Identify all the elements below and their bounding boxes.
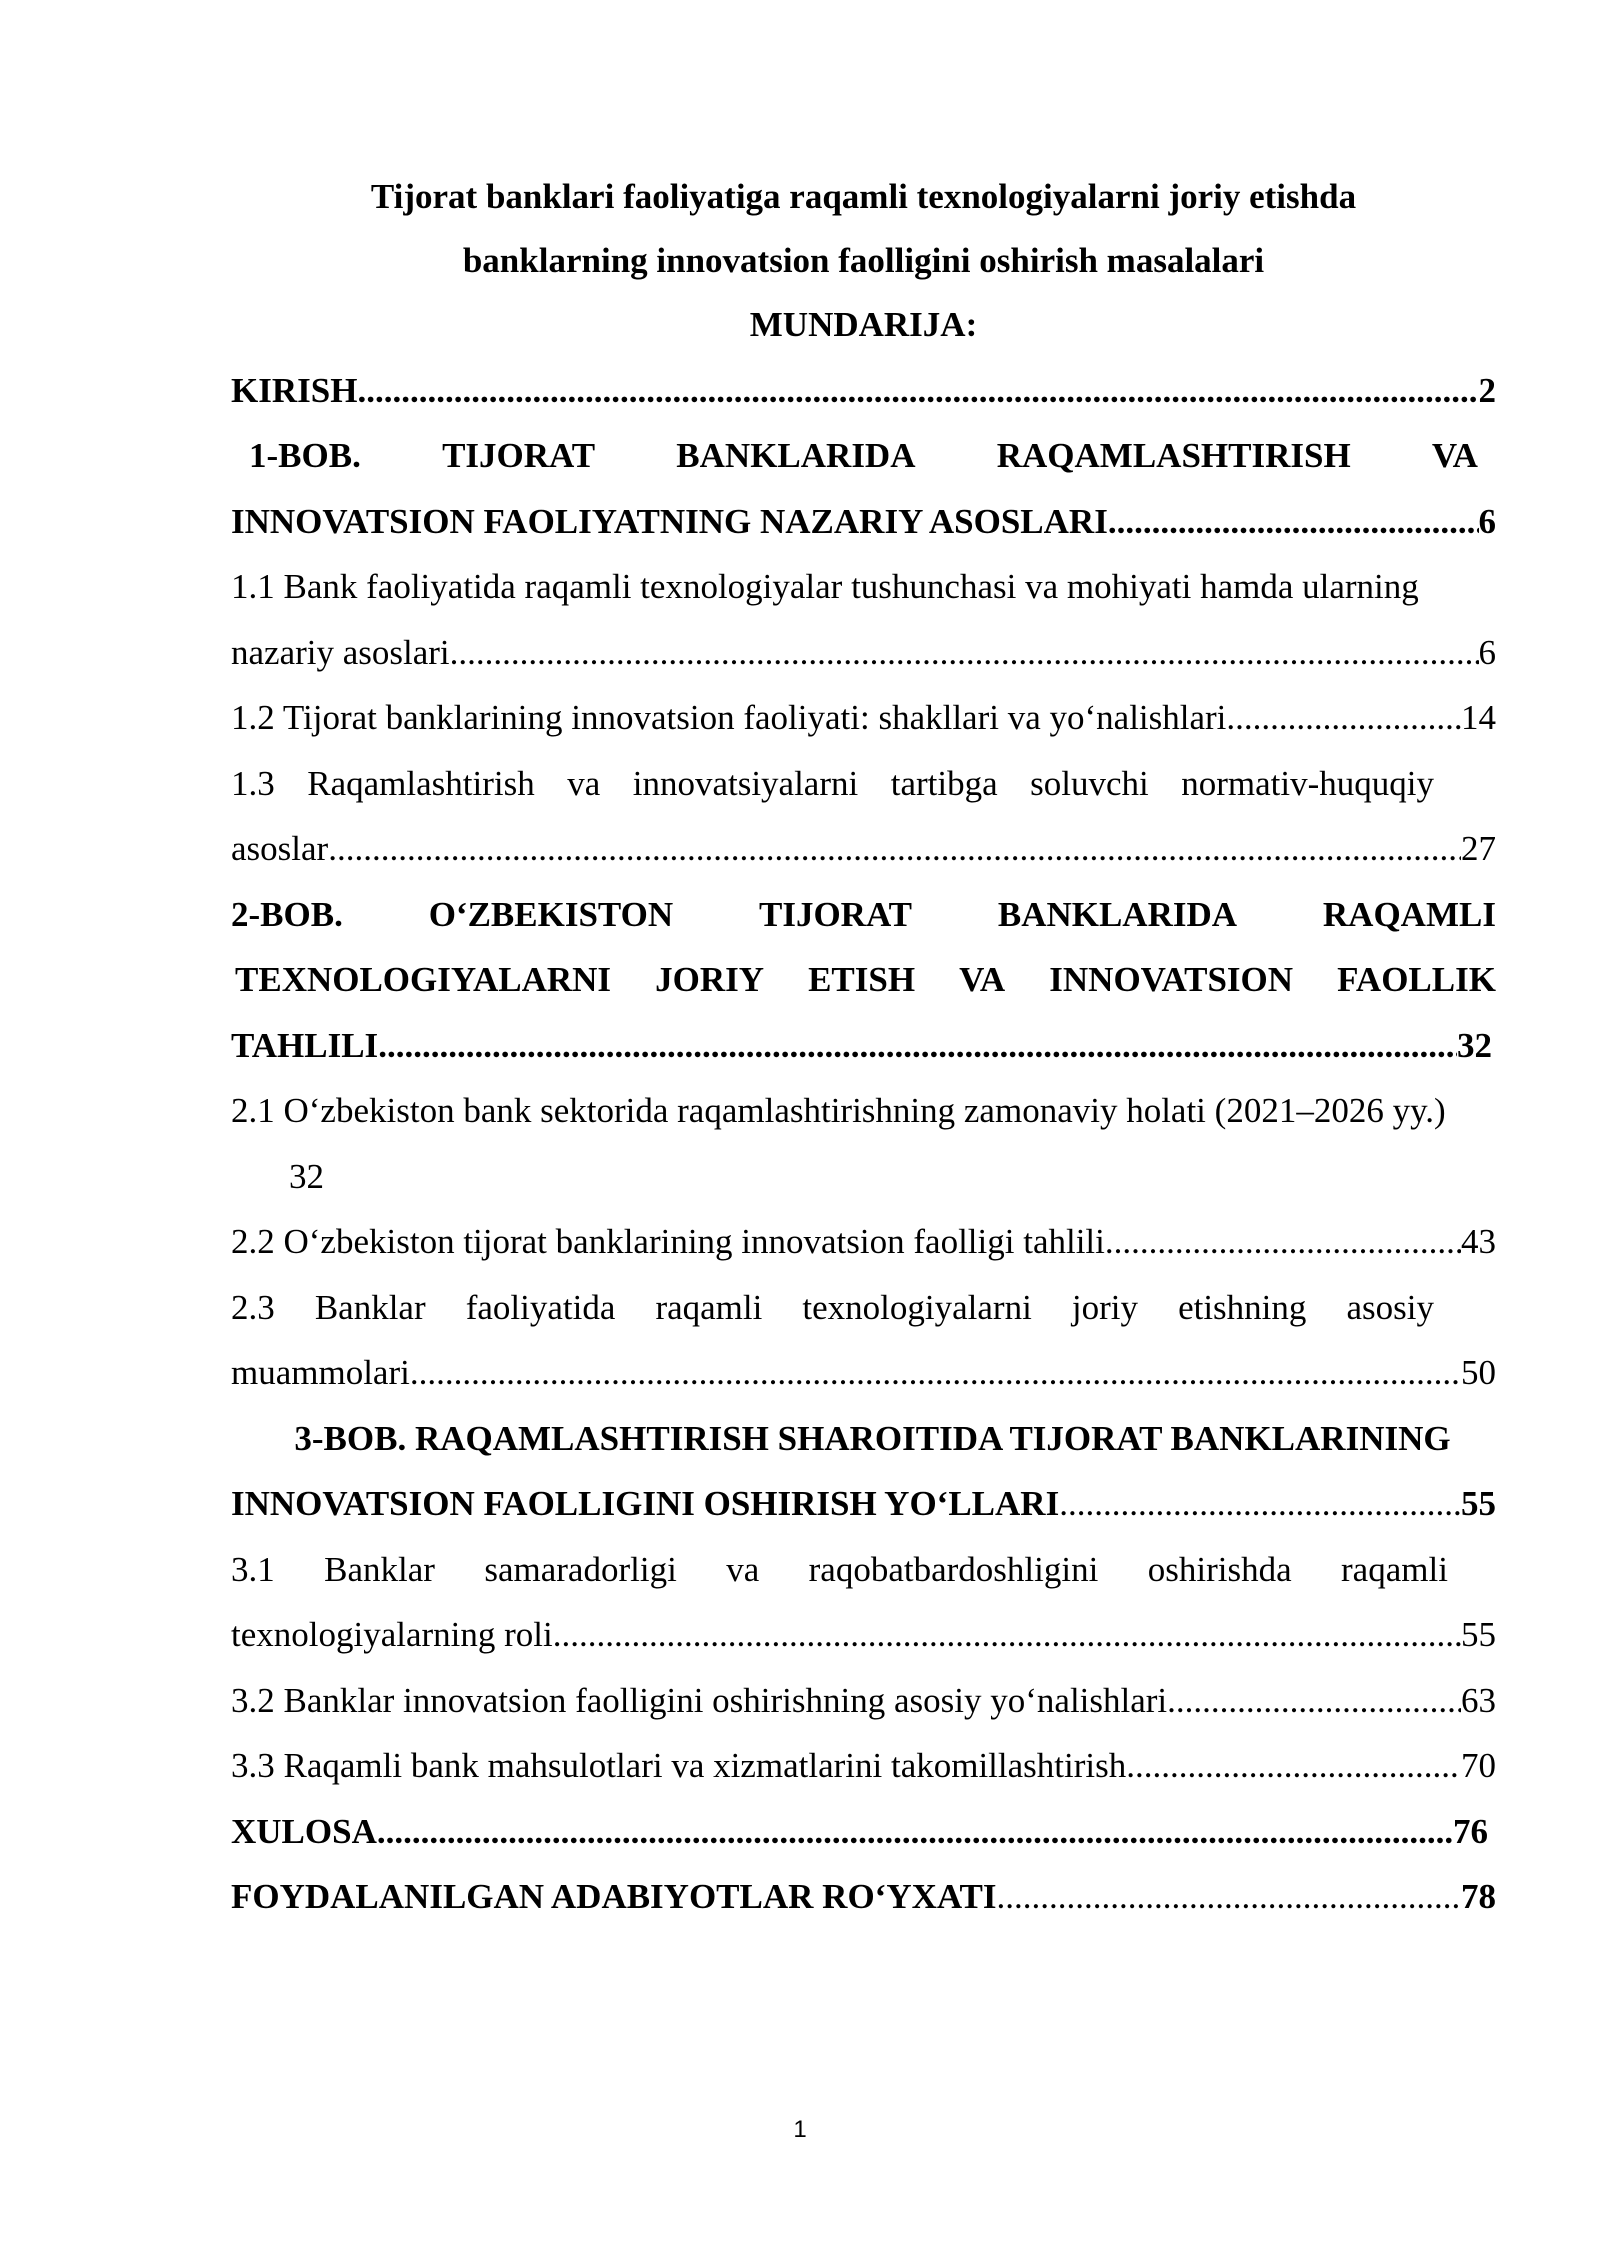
toc-word: texnologiyalarni bbox=[802, 1287, 1032, 1327]
toc-label: 2.2 O‘zbekiston tijorat banklarining innovatsion faolligi tahlili bbox=[231, 1222, 1105, 1261]
toc-word: 2-BOB. bbox=[231, 894, 343, 934]
toc-word: O‘ZBEKISTON bbox=[428, 894, 674, 934]
toc-word: 3.1 bbox=[231, 1549, 275, 1589]
toc-label: INNOVATSION FAOLIYATNING NAZARIY ASOSLARI bbox=[231, 501, 1108, 541]
toc-word: oshirishda bbox=[1147, 1549, 1292, 1589]
document-title-line-2: banklarning innovatsion faolligini oshirish masalalari bbox=[462, 241, 1265, 280]
toc-word: raqamli bbox=[655, 1287, 763, 1327]
toc-entry-references[interactable] bbox=[231, 1849, 1496, 1915]
toc-word: RAQAMLASHTIRISH bbox=[996, 436, 1351, 475]
toc-entry-2-2[interactable] bbox=[231, 1194, 1496, 1260]
toc-word: 1-BOB. bbox=[249, 436, 361, 475]
toc-entry-2-3-line-1[interactable] bbox=[231, 1259, 1496, 1325]
toc-word: faoliyatida bbox=[465, 1287, 616, 1327]
toc-entry-1-3-line-2[interactable] bbox=[231, 801, 1496, 867]
toc-entry-3-2[interactable] bbox=[231, 1652, 1496, 1718]
toc-entry-chapter-2-line-2[interactable] bbox=[231, 932, 1496, 998]
toc-page-number: 14 bbox=[1461, 698, 1496, 737]
toc-word: BANKLARIDA bbox=[676, 436, 916, 475]
document-title-line-1: Tijorat banklari faoliyatiga raqamli texnologiyalarni joriy etishda bbox=[370, 177, 1357, 216]
toc-label: XULOSA bbox=[231, 1811, 377, 1851]
toc-entry-chapter-2-line-3[interactable] bbox=[231, 997, 1496, 1063]
toc-word: normativ-huquqiy bbox=[1181, 763, 1434, 803]
toc-label: asoslar bbox=[231, 829, 329, 868]
toc-word: VA bbox=[1431, 436, 1478, 475]
toc-entry-2-1-line-1[interactable]: 2.1 O‘zbekiston bank sektorida raqamlashtirishning zamonaviy holati (2021–2026 yy.) bbox=[231, 1091, 1446, 1130]
toc-word: ETISH bbox=[808, 960, 916, 999]
toc-page-number: 63 bbox=[1461, 1680, 1496, 1720]
toc-leader-dots bbox=[1226, 700, 1461, 735]
toc-page-number: 2 bbox=[1478, 370, 1496, 410]
toc-word: Banklar bbox=[314, 1287, 426, 1327]
toc-word: va bbox=[726, 1549, 760, 1589]
toc-page-number: 78 bbox=[1461, 1877, 1496, 1916]
toc-word: raqamli bbox=[1341, 1549, 1448, 1589]
toc-entry-3-3[interactable] bbox=[231, 1718, 1496, 1784]
toc-word: 2.3 bbox=[231, 1287, 275, 1327]
toc-word: BANKLARIDA bbox=[997, 894, 1238, 934]
toc-word: TIJORAT bbox=[442, 436, 596, 475]
toc-label: FOYDALANILGAN ADABIYOTLAR RO‘YXATI bbox=[231, 1877, 997, 1916]
toc-label: 1.2 Tijorat banklarining innovatsion faoliyati: shakllari va yo‘nalishlari bbox=[231, 698, 1227, 737]
toc-word: TEXNOLOGIYALARNI bbox=[235, 960, 612, 999]
toc-entry-1-3-line-1[interactable] bbox=[231, 735, 1496, 801]
toc-leader-dots bbox=[1108, 504, 1479, 539]
toc-page-number: 32 bbox=[1457, 1025, 1492, 1065]
table-of-contents bbox=[231, 150, 1496, 1914]
toc-word: asosiy bbox=[1346, 1287, 1434, 1327]
toc-entry-1-2[interactable] bbox=[231, 670, 1496, 736]
toc-entry-1-1-line-2[interactable] bbox=[231, 604, 1496, 670]
toc-entry-chapter-3-line-2[interactable] bbox=[231, 1456, 1496, 1522]
toc-entry-kirish[interactable] bbox=[231, 342, 1496, 408]
toc-word: TIJORAT bbox=[758, 894, 912, 934]
toc-word: tartibga bbox=[890, 763, 998, 803]
toc-word: INNOVATSION bbox=[1049, 960, 1294, 999]
toc-word: etishning bbox=[1178, 1287, 1307, 1327]
toc-leader-dots bbox=[1059, 1486, 1461, 1521]
toc-label: nazariy asoslari bbox=[231, 632, 450, 672]
toc-word: soluvchi bbox=[1030, 763, 1149, 803]
toc-word: 1.3 bbox=[231, 763, 275, 803]
toc-entry-chapter-1-line-1[interactable] bbox=[231, 408, 1496, 474]
toc-label: INNOVATSION FAOLLIGINI OSHIRISH YO‘LLARI bbox=[231, 1484, 1060, 1523]
page-number: 1 bbox=[793, 2116, 807, 2143]
toc-leader-dots bbox=[410, 1355, 1461, 1390]
toc-leader-dots bbox=[553, 1617, 1461, 1652]
toc-leader-dots bbox=[1105, 1224, 1461, 1259]
toc-entry-chapter-2-line-1[interactable] bbox=[231, 866, 1496, 932]
toc-heading: MUNDARIJA: bbox=[749, 305, 978, 344]
toc-entry-3-1-line-2[interactable] bbox=[231, 1587, 1496, 1653]
toc-word: FAOLLIK bbox=[1337, 960, 1496, 999]
toc-label: TAHLILI bbox=[231, 1025, 379, 1065]
toc-word: VA bbox=[959, 960, 1006, 999]
toc-page-number: 70 bbox=[1461, 1746, 1496, 1785]
toc-word: va bbox=[567, 763, 601, 803]
toc-leader-dots bbox=[997, 1879, 1461, 1914]
toc-page-number: 6 bbox=[1478, 632, 1496, 672]
toc-leader-dots bbox=[328, 831, 1461, 866]
toc-word: raqobatbardoshligini bbox=[808, 1549, 1099, 1589]
toc-word: RAQAMLI bbox=[1322, 894, 1496, 934]
toc-page-number: 55 bbox=[1461, 1484, 1496, 1523]
toc-page-number: 55 bbox=[1461, 1615, 1496, 1654]
toc-page-number: 27 bbox=[1461, 829, 1496, 868]
toc-entry-1-1-line-1[interactable]: 1.1 Bank faoliyatida raqamli texnologiyalar tushunchasi va mohiyati hamda ularning bbox=[231, 567, 1419, 606]
toc-label: KIRISH bbox=[231, 370, 358, 410]
toc-label: 3.2 Banklar innovatsion faolligini oshirishning asosiy yo‘nalishlari bbox=[231, 1680, 1168, 1720]
toc-word: samaradorligi bbox=[484, 1549, 677, 1589]
toc-leader-dots bbox=[357, 373, 1478, 408]
toc-label: 3.3 Raqamli bank mahsulotlari va xizmatlarini takomillashtirish bbox=[231, 1746, 1127, 1785]
toc-entry-chapter-3-line-1[interactable]: 3-BOB. RAQAMLASHTIRISH SHAROITIDA TIJORAT BANKLARINING bbox=[294, 1418, 1451, 1458]
toc-entry-2-1-page-number[interactable]: 32 bbox=[289, 1156, 324, 1196]
toc-entry-3-1-line-1[interactable] bbox=[231, 1521, 1496, 1587]
toc-label: muammolari bbox=[231, 1353, 410, 1392]
toc-leader-dots bbox=[1126, 1748, 1461, 1783]
toc-word: Banklar bbox=[324, 1549, 435, 1589]
toc-page-number: 76 bbox=[1453, 1811, 1488, 1851]
toc-entry-chapter-1-line-2[interactable] bbox=[231, 473, 1496, 539]
toc-label: texnologiyalarning roli bbox=[231, 1615, 553, 1654]
toc-leader-dots bbox=[378, 1028, 1457, 1063]
toc-word: innovatsiyalarni bbox=[632, 763, 859, 803]
toc-word: joriy bbox=[1071, 1287, 1138, 1327]
toc-word: JORIY bbox=[655, 960, 764, 999]
toc-leader-dots bbox=[450, 635, 1479, 670]
toc-page-number: 50 bbox=[1461, 1353, 1496, 1392]
toc-entry-2-3-line-2[interactable] bbox=[231, 1325, 1496, 1391]
toc-entry-xulosa[interactable] bbox=[231, 1783, 1496, 1849]
toc-leader-dots bbox=[1167, 1683, 1461, 1718]
toc-page-number: 6 bbox=[1478, 501, 1496, 541]
toc-word: Raqamlashtirish bbox=[307, 763, 535, 803]
toc-page-number: 43 bbox=[1461, 1222, 1496, 1261]
toc-leader-dots bbox=[377, 1814, 1453, 1849]
